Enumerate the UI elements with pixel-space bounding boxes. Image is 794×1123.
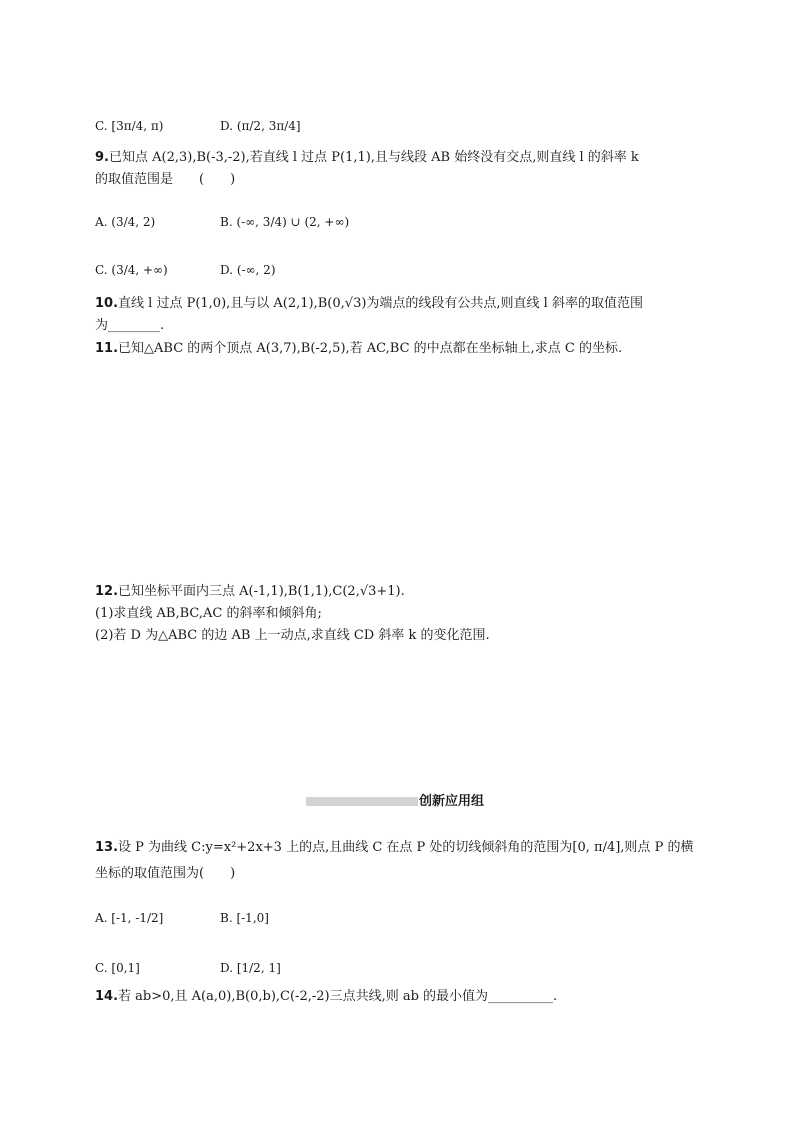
q12-text: 已知坐标平面内三点 A(-1,1),B(1,1),C(2,√3+1). <box>118 584 405 599</box>
q9-number: 9. <box>95 150 109 165</box>
q13-line-2: 坐标的取值范围为( ) <box>95 866 236 881</box>
q13-number: 13. <box>95 840 119 855</box>
q10-text: 直线 l 过点 P(1,0),且与以 A(2,1),B(0,√3)为端点的线段有公共点,则直线 l 斜率的取值范围 <box>118 296 643 311</box>
q9-option-b[interactable]: B. (-∞, 3/4) ∪ (2, +∞) <box>220 215 350 229</box>
q10-line-2: 为________. <box>95 318 165 333</box>
q14-number: 14. <box>95 989 119 1004</box>
q13-line-1 <box>95 838 693 858</box>
q13-option-c[interactable]: C. [0,1] <box>95 961 140 975</box>
q14-line-1 <box>95 987 557 1007</box>
section-title: 创新应用组 <box>419 794 485 809</box>
q12-line-1 <box>95 582 405 602</box>
q13-option-d[interactable]: D. [1/2, 1] <box>220 961 281 975</box>
q9-option-a[interactable]: A. (3/4, 2) <box>95 215 156 229</box>
q9-line-2: 的取值范围是 ( ) <box>95 172 236 187</box>
q8-option-c[interactable]: C. [3π/4, π) <box>95 119 164 133</box>
q10-number: 10. <box>95 296 119 311</box>
q13-option-b[interactable]: B. [-1,0] <box>220 911 269 925</box>
q9-text: 已知点 A(2,3),B(-3,-2),若直线 l 过点 P(1,1),且与线段 AB 始终没有交点,则直线 l 的斜率 k <box>108 150 639 165</box>
q11-text: 已知△ABC 的两个顶点 A(3,7),B(-2,5),若 AC,BC 的中点都在坐标轴上,求点 C 的坐标. <box>118 341 623 356</box>
q9-line-1 <box>95 148 639 168</box>
q9-option-d[interactable]: D. (-∞, 2) <box>220 263 276 277</box>
q13-text: 设 P 为曲线 C:y=x²+2x+3 上的点,且曲线 C 在点 P 处的切线倾斜角的范围为[0, π/4],则点 P 的横 <box>118 840 694 855</box>
q11-number: 11. <box>95 341 119 356</box>
q10-line-1 <box>95 294 643 314</box>
q13-option-a[interactable]: A. [-1, -1/2] <box>95 911 164 925</box>
q11-line-1 <box>95 339 622 359</box>
q9-option-c[interactable]: C. (3/4, +∞) <box>95 263 168 277</box>
section-divider-bar <box>306 797 418 806</box>
q12-number: 12. <box>95 584 119 599</box>
q8-option-d[interactable]: D. (π/2, 3π/4] <box>220 119 301 133</box>
q14-text: 若 ab>0,且 A(a,0),B(0,b),C(-2,-2)三点共线,则 ab 的最小值为__________. <box>118 989 558 1004</box>
q12-line-3: (2)若 D 为△ABC 的边 AB 上一动点,求直线 CD 斜率 k 的变化范围. <box>95 628 490 643</box>
q12-line-2: (1)求直线 AB,BC,AC 的斜率和倾斜角; <box>95 606 322 621</box>
